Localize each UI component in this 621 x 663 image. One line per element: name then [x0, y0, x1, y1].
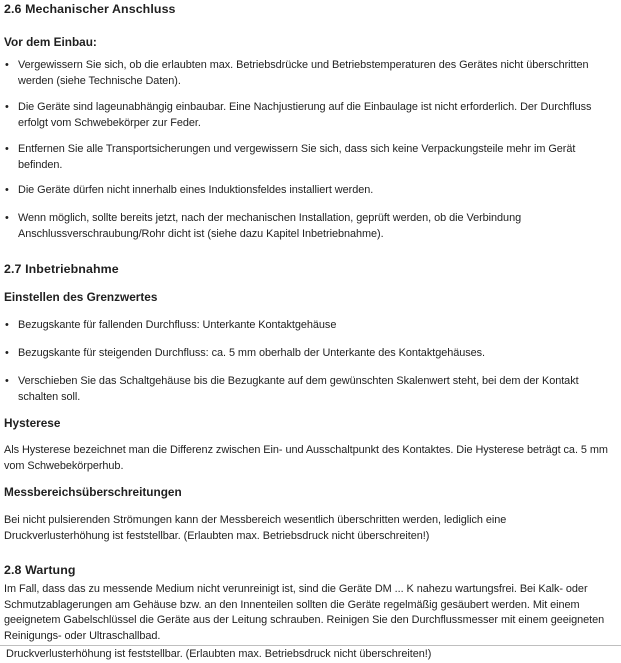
section-title-2-6: 2.6 Mechanischer Anschluss	[4, 2, 176, 16]
list-item-text: Vergewissern Sie sich, ob die erlaubten max. Betriebsdrücke und Betriebstemperaturen des Gerätes nicht überschritten werden (siehe Technische Daten).	[18, 59, 589, 87]
bullet-marker: •	[5, 319, 9, 331]
subheading-hysterese: Hysterese	[4, 416, 61, 430]
bullet-marker: •	[5, 375, 9, 387]
list-item	[5, 58, 611, 89]
list-item	[5, 211, 611, 242]
subheading-vor-dem-einbau: Vor dem Einbau:	[4, 35, 97, 49]
paragraph-wartung: Im Fall, dass das zu messende Medium nicht verunreinigt ist, sind die Geräte DM ... K nahezu wartungsfrei. Bei Kalk- oder Schmutzablagerungen am Gehäuse bzw. an den Innenteilen sollten die Geräte regelmäßig gesäubert werden. Mit einem geeignetem Gabelschlüssel die Geräte aus der Leitung schrauben. Reinigen Sie den Durchflussmesser mit einem geeigneten Reinigungs- oder Ultraschallbad.	[4, 583, 605, 642]
paragraph-messbereich: Bei nicht pulsierenden Strömungen kann der Messbereich wesentlich überschritten werden, lediglich eine Druckverlusterhöhung ist feststellbar. (Erlaubten max. Betriebsdruck nicht überschreiten!)	[4, 514, 507, 542]
section-title-2-7: 2.7 Inbetriebnahme	[4, 262, 119, 276]
list-item	[5, 346, 611, 362]
list-item-text: Die Geräte sind lageunabhängig einbaubar. Eine Nachjustierung auf die Einbaulage ist nicht erforderlich. Der Durchfluss erfolgt vom Schwebekörper zur Feder.	[18, 101, 592, 129]
list-item-text: Verschieben Sie das Schaltgehäuse bis die Bezugkante auf dem gewünschten Skalenwert steht, bei dem der Kontakt schalten soll.	[18, 375, 579, 403]
section-title-2-8: 2.8 Wartung	[4, 563, 76, 577]
bullet-marker: •	[5, 347, 9, 359]
list-item	[5, 374, 611, 405]
bullet-marker: •	[5, 143, 9, 155]
list-item	[5, 318, 611, 334]
bullet-marker: •	[5, 59, 9, 71]
bullet-marker: •	[5, 212, 9, 224]
bullet-marker: •	[5, 184, 9, 196]
list-item-text: Wenn möglich, sollte bereits jetzt, nach der mechanischen Installation, geprüft werden, ob die Verbindung Anschlussverschraubung/Rohr dicht ist (siehe dazu Kapitel Inbetriebnahme).	[18, 212, 522, 240]
list-item-text: Entfernen Sie alle Transportsicherungen und vergewissern Sie sich, dass sich keine Verpackungsteile mehr im Gerät befinden.	[18, 143, 576, 171]
list-item	[5, 100, 611, 131]
paragraph-hysterese: Als Hysterese bezeichnet man die Differenz zwischen Ein- und Ausschaltpunkt des Kontaktes. Die Hysterese beträgt ca. 5 mm vom Schwebekörperhub.	[4, 444, 608, 472]
list-item-text: Bezugskante für fallenden Durchfluss: Unterkante Kontaktgehäuse	[18, 319, 337, 331]
bullet-marker: •	[5, 101, 9, 113]
list-item	[5, 142, 611, 173]
cut-off-text: Druckverlusterhöhung ist feststellbar. (Erlaubten max. Betriebsdruck nicht überschreiten!)	[6, 648, 432, 660]
cut-off-line	[0, 645, 621, 663]
subheading-grenzwert: Einstellen des Grenzwertes	[4, 290, 158, 304]
list-item-text: Die Geräte dürfen nicht innerhalb eines Induktionsfeldes installiert werden.	[18, 184, 374, 196]
list-item	[5, 183, 611, 199]
list-item-text: Bezugskante für steigenden Durchfluss: ca. 5 mm oberhalb der Unterkante des Kontaktgehäuses.	[18, 347, 485, 359]
subheading-messbereich: Messbereichsüberschreitungen	[4, 485, 182, 499]
